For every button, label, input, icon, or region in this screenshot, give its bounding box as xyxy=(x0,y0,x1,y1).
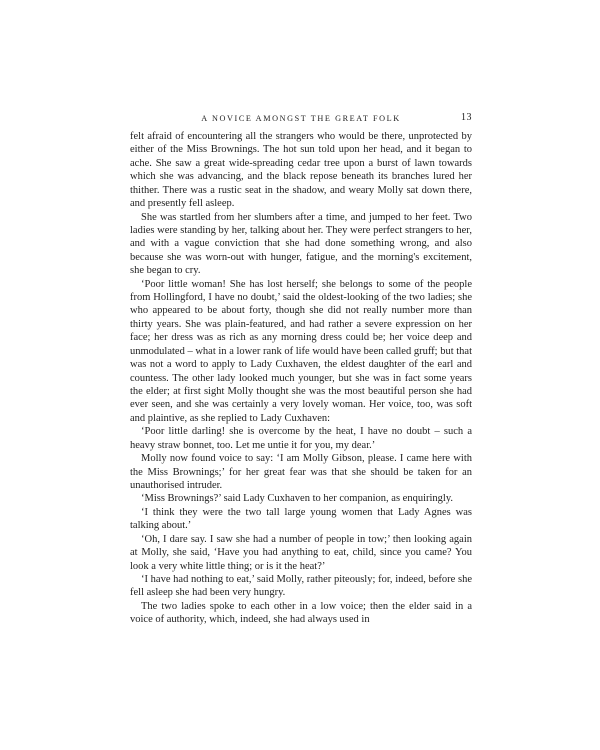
paragraph: ‘Poor little woman! She has lost herself; she belongs to some of the people from Hollingford, I have no doubt,’ said the oldest-looking of the two ladies; she who appeared to be about forty, though she did not really number more than thirty years. She was plain-featured, and had rather a severe expression on her face; her dress was as rich as any morning dress could be; her voice deep and unmodulated – what in a lower rank of life would have been called gruff; but that was not a word to apply to Lady Cuxhaven, the eldest daughter of the earl and countess. The other lady looked much younger, but she was in fact some years the elder; at first sight Molly thought she was the most beautiful person she had ever seen, and she was certainly a very lovely woman. Her voice, too, was soft and plaintive, as she replied to Lady Cuxhaven: xyxy=(130,278,472,424)
paragraph: felt afraid of encountering all the strangers who would be there, unprotected by either of the Miss Brownings. The hot sun told upon her head, and it began to ache. She saw a great wide-spreading cedar tree upon a burst of lawn towards which she was advancing, and the black repose beneath its branches lured her thither. There was a rustic seat in the shadow, and weary Molly sat down there, and presently fell asleep. xyxy=(130,131,472,210)
paragraph: She was startled from her slumbers after a time, and jumped to her feet. Two ladies were standing by her, talking about her. They were perfect strangers to her, and with a vague conviction that she had done something wrong, and also because she was worn-out with hunger, fatigue, and the morning's excitement, she began to cry. xyxy=(130,211,472,277)
running-head xyxy=(130,112,472,128)
paragraph: ‘I have had nothing to eat,’ said Molly, rather piteously; for, indeed, before she fell asleep she had been very hungry. xyxy=(130,573,472,599)
paragraph: ‘I think they were the two tall large young women that Lady Agnes was talking about.’ xyxy=(130,506,472,532)
page-number: 13 xyxy=(461,112,472,123)
paragraph: ‘Miss Brownings?’ said Lady Cuxhaven to her companion, as enquiringly. xyxy=(141,493,454,505)
body-text xyxy=(130,130,472,627)
paragraph: ‘Poor little darling! she is overcome by the heat, I have no doubt – such a heavy straw bonnet, too. Let me untie it for you, my dear.’ xyxy=(130,426,472,451)
paragraph: ‘Oh, I dare say. I saw she had a number of people in tow;’ then looking again at Molly, she said, ‘Have you had anything to eat, child, since you came? You look a very white little thing; or is it the heat?’ xyxy=(130,533,472,572)
paragraph: Molly now found voice to say: ‘I am Molly Gibson, please. I came here with the Miss Brownings;’ for her great fear was that she should be taken for an unauthorised intruder. xyxy=(130,453,472,491)
book-page xyxy=(130,112,472,627)
running-title: A NOVICE AMONGST THE GREAT FOLK xyxy=(201,114,401,123)
paragraph: The two ladies spoke to each other in a low voice; then the elder said in a voice of authority, which, indeed, she had always used in xyxy=(130,600,472,626)
